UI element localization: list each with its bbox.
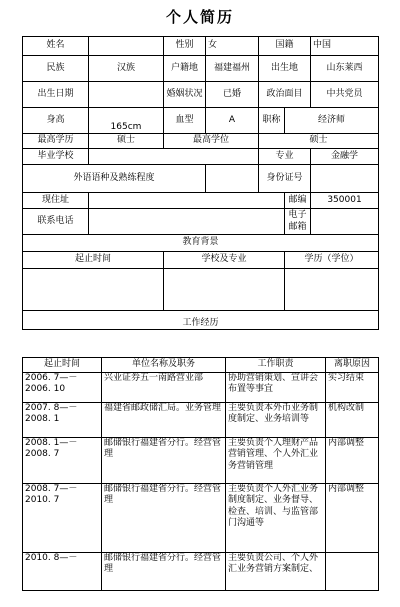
work-period: 2010. 8—－: [23, 553, 102, 591]
education-empty-row: [23, 269, 379, 311]
work-period: 2007. 8—－2008. 1: [23, 403, 102, 438]
work-reason: 内部调整: [326, 484, 379, 553]
postcode-value: 350001: [311, 193, 379, 209]
row-name: [23, 37, 379, 56]
work-header-period: 起止时间: [23, 358, 102, 373]
row-address: [23, 193, 379, 209]
birthdate-label: 出生日期: [23, 82, 89, 108]
id-label: 身份证号: [259, 165, 311, 193]
major-label: 专业: [259, 149, 311, 165]
nationality-value: 中国: [311, 37, 379, 56]
email-value: [311, 209, 379, 235]
work-header-unit: 单位名称及职务: [102, 358, 226, 373]
education-header-school: 学校及专业: [164, 252, 285, 269]
work-duty: 主要负责个人外汇业务制度制定、业务督导、检查、培训、与监管部门沟通等: [226, 484, 326, 553]
birthdate-value: [89, 82, 164, 108]
work-row: [23, 553, 379, 591]
address-value: [89, 193, 285, 209]
name-value: [89, 37, 164, 56]
ethnicity-label: 民族: [23, 56, 89, 82]
nationality-label: 国籍: [259, 37, 311, 56]
edu-value: 硕士: [89, 134, 164, 149]
name-label: 姓名: [23, 37, 89, 56]
work-duty: 主要负责个人理财产品营销管理、个人外汇业务营销管理: [226, 438, 326, 484]
marital-label: 婚姻状况: [164, 82, 206, 108]
work-duty: 主要负责公司、个人外汇业务营销方案制定、: [226, 553, 326, 591]
marital-value: 已婚: [206, 82, 259, 108]
work-header-reason: 离职原因: [326, 358, 379, 373]
id-value: [311, 165, 379, 193]
work-unit: 兴业证券五一南路营业部: [102, 373, 226, 403]
title-label: 职称: [259, 108, 285, 134]
birthplace-label: 出生地: [259, 56, 311, 82]
gender-value: 女: [206, 37, 259, 56]
row-phone: [23, 209, 379, 235]
phone-label: 联系电话: [23, 209, 89, 235]
work-title: 工作经历: [23, 311, 379, 330]
work-reason: 实习结束: [326, 373, 379, 403]
work-reason: 机构改制: [326, 403, 379, 438]
row-language: [23, 165, 379, 193]
work-reason: [326, 553, 379, 591]
row-birthdate: [23, 82, 379, 108]
work-period: 2008. 7—－2010. 7: [23, 484, 102, 553]
political-label: 政治面目: [259, 82, 311, 108]
work-unit: 邮储银行福建省分行。经营管理: [102, 438, 226, 484]
degree-label: 最高学位: [164, 134, 259, 149]
education-title: 教育背景: [23, 235, 379, 252]
school-label: 毕业学校: [23, 149, 89, 165]
birthplace-value: 山东莱西: [311, 56, 379, 82]
degree-value: 硕士: [259, 134, 379, 149]
work-table: [22, 357, 379, 591]
work-duty: 协助营销策划、宣讲会布置等事宜: [226, 373, 326, 403]
height-label: 身高: [23, 108, 89, 134]
row-ethnicity: [23, 56, 379, 82]
row-school: [23, 149, 379, 165]
language-value: [206, 165, 259, 193]
work-reason: 内部调整: [326, 438, 379, 484]
height-value: 165cm: [89, 108, 164, 134]
work-row: [23, 373, 379, 403]
hukou-value: 福建福州: [206, 56, 259, 82]
row-height: [23, 108, 379, 134]
edu-label: 最高学历: [23, 134, 89, 149]
political-value: 中共党员: [311, 82, 379, 108]
address-label: 现住址: [23, 193, 89, 209]
work-section: [23, 311, 379, 330]
phone-value: [89, 209, 285, 235]
email-label: 电子邮箱: [285, 209, 311, 235]
work-header-duty: 工作职责: [226, 358, 326, 373]
work-period: 2006. 7—－2006. 10: [23, 373, 102, 403]
education-section: [23, 235, 379, 252]
gender-label: 性别: [164, 37, 206, 56]
school-value: [89, 149, 259, 165]
title-value: 经济师: [285, 108, 379, 134]
blood-value: A: [206, 108, 259, 134]
education-header-row: [23, 252, 379, 269]
language-label: 外语语种及熟练程度: [23, 165, 206, 193]
education-header-degree: 学历（学位）: [285, 252, 379, 269]
ethnicity-value: 汉族: [89, 56, 164, 82]
hukou-label: 户籍地: [164, 56, 206, 82]
work-row: [23, 403, 379, 438]
work-duty: 主要负责本外币业务制度制定、业务培训等: [226, 403, 326, 438]
row-education: [23, 134, 379, 149]
education-header-period: 起止时间: [23, 252, 164, 269]
work-unit: 福建省邮政储汇局。业务管理: [102, 403, 226, 438]
resume-table: [22, 36, 379, 330]
work-unit: 邮储银行福建省分行。经营管理: [102, 553, 226, 591]
postcode-label: 邮编: [285, 193, 311, 209]
work-unit: 邮储银行福建省分行。经营管理: [102, 484, 226, 553]
blood-label: 血型: [164, 108, 206, 134]
page-title: 个人简历: [165, 8, 234, 26]
work-row: [23, 438, 379, 484]
work-row: [23, 484, 379, 553]
work-period: 2008. 1—－2008. 7: [23, 438, 102, 484]
work-header-row: [23, 358, 379, 373]
major-value: 金融学: [311, 149, 379, 165]
